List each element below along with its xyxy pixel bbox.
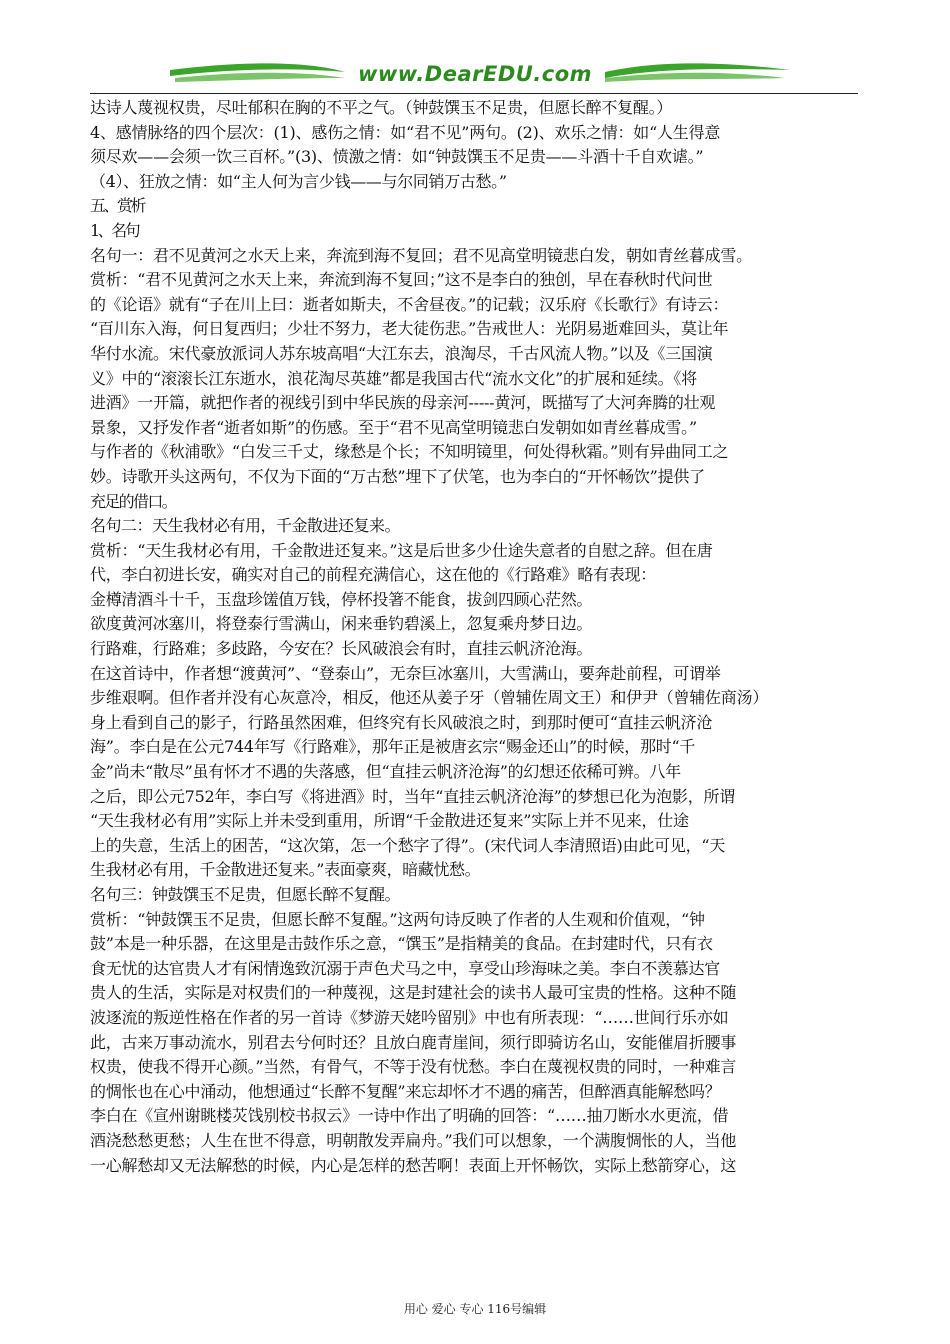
text-line: 景象，又抒发作者“逝者如斯”的伤感。至于“君不见高堂明镜悲白发朝如如青丝暮成雪。” <box>90 417 697 437</box>
text-line: 波逐流的叛逆性格在作者的另一首诗《梦游天姥吟留别》中也有所表现：“……世间行乐亦如 <box>90 1007 729 1027</box>
page-header <box>90 52 860 92</box>
poem-line: 金樽清酒斗十千，玉盘珍馐值万钱，停杯投箸不能食，拔剑四顾心茫然。 <box>90 589 593 609</box>
text-line: 上的失意，生活上的困苦，“这次第，怎一个愁字了得”。(宋代词人李清照语)由此可见，“天 <box>90 835 726 855</box>
site-logo-text: www.DearEDU.com <box>357 62 593 86</box>
text-line: “天生我材必有用”实际上并未受到重用，所谓“千金散进还复来”实际上并不见来，仕途 <box>90 811 689 831</box>
text-line: 须尽欢——会须一饮三百杯。”(3)、愤激之情：如“钟鼓馔玉不足贵——斗酒十千自欢谑。” <box>90 147 704 167</box>
text-line: 赏析：“钟鼓馔玉不足贵，但愿长醉不复醒。”这两句诗反映了作者的人生观和价值观，“钟 <box>90 909 705 929</box>
text-line: 名句二：天生我材必有用，千金散进还复来。 <box>90 516 401 536</box>
text-line: 金”尚未“散尽”虽有怀才不遇的失落感，但“直挂云帆济沧海”的幻想还依稀可辨。八年 <box>90 762 681 782</box>
text-line: 进酒》一开篇，就把作者的视线引到中华民族的母亲河-----黄河，既描写了大河奔腾的壮观 <box>90 393 716 413</box>
text-line: 食无忧的达官贵人才有闲情逸致沉溺于声色犬马之中，享受山珍海味之美。李白不羡慕达官 <box>90 958 721 978</box>
text-line: 妙。诗歌开头这两句，不仅为下面的“万古愁”埋下了伏笔，也为李白的“开怀畅饮”提供了 <box>90 466 705 486</box>
text-line: 与作者的《秋浦歌》“白发三千丈，缘愁是个长；不知明镜里，何处得秋霜。”则有异曲同工之 <box>90 442 729 462</box>
text-line: 义》中的“滚滚长江东逝水，浪花淘尽英雄”都是我国古代“流水文化”的扩展和延续。《将 <box>90 368 697 388</box>
text-line: 权贵，使我不得开心颜。”当然，有骨气，不等于没有忧愁。李白在蔑视权贵的同时，一种难言 <box>90 1057 737 1077</box>
text-line: 充足的借口。 <box>90 491 176 511</box>
text-line: 酒浇愁愁更愁；人生在世不得意，明朝散发弄扁舟。”我们可以想象，一个满腹惆怅的人，当他 <box>90 1130 737 1150</box>
text-line: 步维艰啊。但作者并没有心灰意冷，相反，他还从姜子牙（曾辅佐周文王）和伊尹（曾辅佐商汤） <box>90 688 769 708</box>
text-line: 在这首诗中，作者想“渡黄河”、“登泰山”，无奈巨冰塞川，大雪满山，要奔赴前程，可谓举 <box>90 663 721 683</box>
text-line: 李白在《宣州谢眺楼苂饯别校书叔云》一诗中作出了明确的回答：“……抽刀断水水更流，借 <box>90 1106 729 1126</box>
poem-line: 欲度黄河冰塞川，将登泰行雪满山，闲来垂钓碧溪上，忽复乘舟梦日边。 <box>90 614 593 634</box>
text-line: 代，李白初进长安，确实对自己的前程充满信心，这在他的《行路难》略有表现： <box>90 565 656 585</box>
text-line: 海”。李白是在公元744年写《行路难》，那年正是被唐玄宗“赐金还山”的时候，那时“千 <box>90 737 696 757</box>
poem-line: 行路难，行路难；多歧路，今安在？长风破浪会有时，直挂云帆济沧海。 <box>90 639 593 659</box>
subsection-heading: 1、名句 <box>90 220 139 240</box>
text-line: 鼓”本是一种乐器，在这里是击鼓作乐之意，“馔玉”是指精美的食品。在封建时代，只有衣 <box>90 934 713 954</box>
text-line: 的惆怅也在心中涌动，他想通过“长醉不复醒”来忘却怀才不遇的痛苦，但醉酒真能解愁吗？ <box>90 1081 721 1101</box>
section-heading: 五、赏析 <box>90 196 145 216</box>
text-line: 赏析：“君不见黄河之水天上来，奔流到海不复回；”这不是李白的独创，早在春秋时代问世 <box>90 270 713 290</box>
text-line: 名句一：君不见黄河之水天上来，奔流到海不复回；君不见高堂明镜悲白发，朝如青丝暮成雪。 <box>90 245 752 265</box>
text-line: “百川东入海，何日复西归；少壮不努力，老大徒伤悲。”告戒世人：光阴易逝难回头，莫让年 <box>90 319 729 339</box>
text-line: 4、感情脉络的四个层次：(1)、感伤之情：如“君不见”两句。(2)、欢乐之情：如“人生得意 <box>90 122 721 142</box>
text-line: 生我材必有用，千金散进还复来。”表面豪爽，暗藏忧愁。 <box>90 860 481 880</box>
text-line: 身上看到自己的影子，行路虽然困难，但终究有长风破浪之时，到那时便可“直挂云帆济沧 <box>90 712 713 732</box>
text-line: 名句三：钟鼓馔玉不足贵，但愿长醉不复醒。 <box>90 885 401 904</box>
page-footer: 用心 爱心 专心 116号编辑 <box>403 1302 547 1316</box>
text-line: 之后，即公元752年，李白写《将进酒》时，当年“直挂云帆济沧海”的梦想已化为泡影，所谓 <box>90 786 736 806</box>
text-line: （4）、狂放之情：如“主人何为言少钱——与尔同销万古愁。” <box>90 171 507 191</box>
document-body <box>90 96 870 1178</box>
text-line: 的《论语》就有“子在川上曰：逝者如斯夫，不舍昼夜。”的记载；汉乐府《长歌行》有诗云： <box>90 294 729 314</box>
text-line: 一心解愁却又无法解愁的时候，内心是怎样的愁苦啊！表面上开怀畅饮，实际上愁箭穿心，这 <box>90 1155 737 1175</box>
text-line: 贵人的生活，实际是对权贵们的一种蔑视，这是封建社会的读书人最可宝贵的性格。这种不随 <box>90 983 737 1003</box>
text-line: 赏析：“天生我材必有用，千金散进还复来。”这是后世多少仕途失意者的自慰之辞。但在唐 <box>90 540 713 560</box>
text-line: 华付水流。宋代豪放派词人苏东坡高唱“大江东去，浪淘尽，千古风流人物。”以及《三国演 <box>90 343 713 363</box>
header-rule <box>90 93 858 94</box>
text-line: 此，古来万事动流水，别君去兮何时还？且放白鹿青崖间，须行即骑访名山，安能催眉折腰事 <box>90 1032 737 1052</box>
text-line: 达诗人蔑视权贵，尽吐郁积在胸的不平之气。（钟鼓馔玉不足贵，但愿长醉不复醒。） <box>90 98 673 117</box>
